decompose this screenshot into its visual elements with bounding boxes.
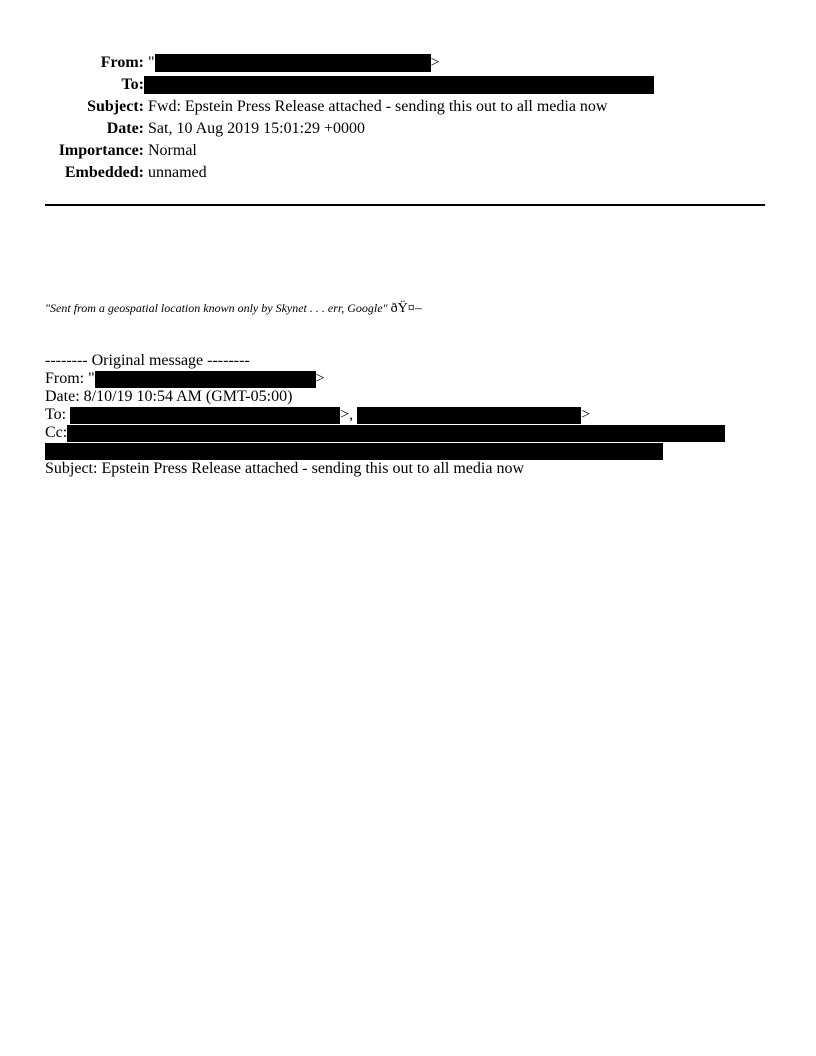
- header-subject-row: [0, 96, 816, 118]
- date-label: Date:: [106, 120, 144, 137]
- signature-line: [45, 298, 422, 319]
- from-quote: ": [148, 54, 155, 71]
- subject-label: Subject:: [87, 98, 144, 115]
- original-to-suffix: >: [581, 406, 591, 423]
- from-label: From:: [100, 54, 144, 71]
- original-to-mid: >,: [340, 406, 358, 423]
- header-embedded-row: [0, 162, 816, 184]
- original-from-suffix: >: [315, 370, 325, 387]
- redaction-box: [95, 371, 316, 388]
- robot-emoji-text: ðŸ¤–: [390, 301, 422, 316]
- original-cc-label: Cc:: [45, 424, 68, 441]
- original-subject-line: Subject: Epstein Press Release attached - sending this out to all media now: [45, 460, 525, 477]
- from-suffix: >: [430, 54, 440, 71]
- embedded-label: Embedded:: [64, 164, 144, 181]
- redaction-box: [155, 54, 431, 72]
- header-importance-row: [0, 140, 816, 162]
- date-value: Sat, 10 Aug 2019 15:01:29 +0000: [148, 120, 366, 137]
- redaction-box: [67, 425, 725, 442]
- original-message-separator: -------- Original message --------: [45, 352, 250, 369]
- email-header: [0, 52, 816, 184]
- original-to-line: [45, 406, 765, 424]
- original-date-line: Date: 8/10/19 10:54 AM (GMT-05:00): [45, 388, 293, 405]
- header-to-row: [0, 74, 816, 96]
- header-divider: [45, 204, 765, 206]
- signature-text: "Sent from a geospatial location known only by Skynet . . . err, Google": [45, 301, 388, 315]
- to-value: [144, 74, 654, 96]
- original-to-label: To:: [45, 406, 71, 423]
- subject-value: Fwd: Epstein Press Release attached - sending this out to all media now: [148, 98, 608, 115]
- redaction-box: [144, 76, 654, 94]
- importance-value: Normal: [148, 142, 197, 159]
- original-cc-line: [45, 424, 765, 442]
- header-date-row: [0, 118, 816, 140]
- embedded-value: unnamed: [148, 164, 207, 181]
- importance-label: Importance:: [58, 142, 144, 159]
- header-from-row: [0, 52, 816, 74]
- to-label: To:: [121, 76, 144, 93]
- redaction-box: [45, 443, 663, 460]
- original-cc-continued: [45, 442, 765, 460]
- redaction-box: [70, 407, 340, 424]
- original-from-label: From: ": [45, 370, 95, 387]
- original-from-line: [45, 370, 765, 388]
- redaction-box: [357, 407, 581, 424]
- from-value: [148, 52, 440, 74]
- original-message: [45, 352, 765, 478]
